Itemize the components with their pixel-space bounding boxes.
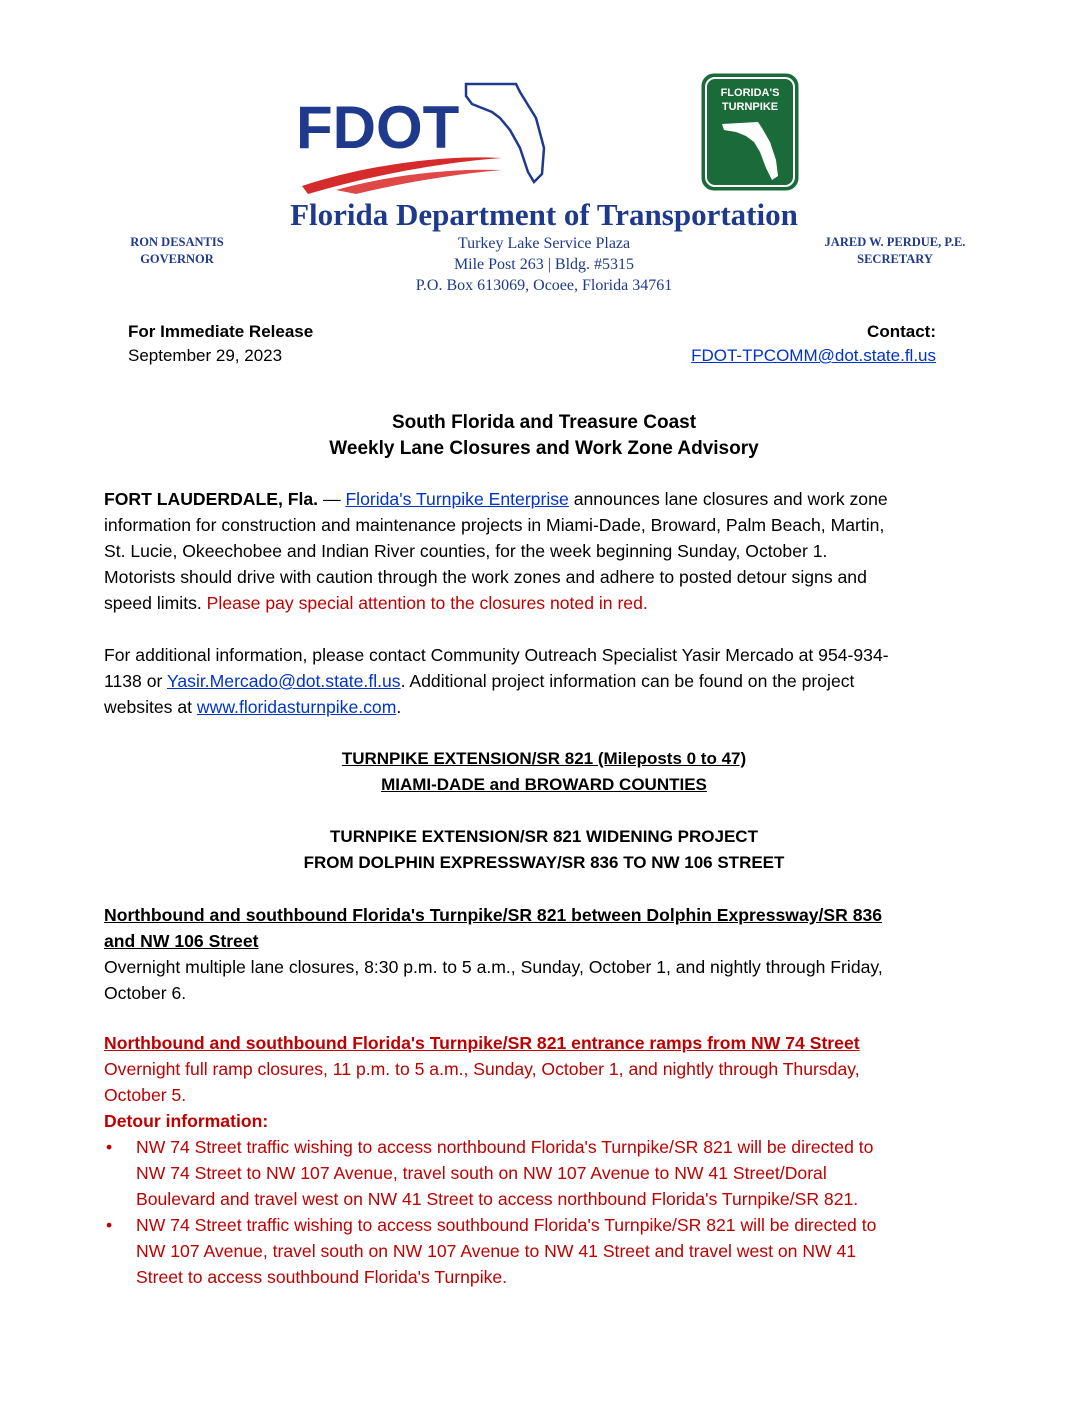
intro-paragraph: [104, 486, 984, 616]
contact-line-3-start: websites at: [104, 697, 197, 717]
governor-block: [112, 234, 242, 268]
contact-line-3-end: .: [396, 697, 402, 717]
dateline-dash: —: [318, 489, 346, 509]
closure-2-text-line-1: Overnight full ramp closures, 11 p.m. to 5 a.m., Sunday, October 1, and nightly through Thursday,: [104, 1059, 860, 1079]
secretary-title: SECRETARY: [857, 252, 933, 266]
detour-2-line-1: NW 74 Street traffic wishing to access southbound Florida's Turnpike/SR 821 will be directed to: [136, 1215, 877, 1235]
turnpike-logo: [700, 72, 800, 192]
section-heading-1: TURNPIKE EXTENSION/SR 821 (Mileposts 0 to 47): [341, 749, 747, 768]
intro-line-4: Motorists should drive with caution through the work zones and adhere to posted detour signs and: [104, 567, 867, 587]
project-heading-2: FROM DOLPHIN EXPRESSWAY/SR 836 TO NW 106 STREET: [303, 853, 785, 872]
release-label: For Immediate Release: [128, 322, 314, 341]
contact-line-2-start: 1138 or: [104, 671, 167, 691]
department-title: Florida Department of Transportation: [290, 197, 798, 232]
contact-line-1: For additional information, please contact Community Outreach Specialist Yasir Mercado at 954-934-: [104, 645, 889, 665]
intro-line-2: information for construction and maintenance projects in Miami-Dade, Broward, Palm Beach, Martin,: [104, 515, 885, 535]
specialist-email-link[interactable]: Yasir.Mercado@dot.state.fl.us: [166, 671, 401, 691]
detour-1-line-1: NW 74 Street traffic wishing to access northbound Florida's Turnpike/SR 821 will be directed to: [136, 1137, 874, 1157]
bullet-icon: •: [106, 1137, 113, 1157]
secretary-block: [800, 234, 990, 268]
intro-line-5: speed limits.: [104, 593, 207, 613]
list-item: [104, 1134, 984, 1212]
list-item: [104, 1212, 984, 1290]
detour-label: Detour information:: [104, 1111, 269, 1131]
contact-line-2-rest: . Additional project information can be found on the project: [400, 671, 855, 691]
detour-list: [104, 1134, 984, 1290]
governor-name: RON DESANTIS: [130, 235, 224, 249]
detour-2-line-2: NW 107 Avenue, travel south on NW 107 Avenue to NW 41 Street and travel west on NW 41: [136, 1241, 857, 1261]
address-line-1: Turkey Lake Service Plaza: [457, 235, 631, 252]
governor-title: GOVERNOR: [140, 252, 214, 266]
bullet-icon: •: [106, 1215, 113, 1235]
address-line-2: Mile Post 263 | Bldg. #5315: [453, 256, 635, 273]
intro-line-3: St. Lucie, Okeechobee and Indian River counties, for the week beginning Sunday, October 1.: [104, 541, 828, 561]
address-line-3: P.O. Box 613069, Ocoee, Florida 34761: [415, 277, 673, 294]
closure-1-heading-line-2: and NW 106 Street: [104, 931, 259, 951]
closure-2-text-line-2: October 5.: [104, 1085, 187, 1105]
closure-1-heading-line-1: Northbound and southbound Florida's Turnpike/SR 821 between Dolphin Expressway/SR 836: [104, 905, 883, 925]
closure-1-text-line-1: Overnight multiple lane closures, 8:30 p.m. to 5 a.m., Sunday, October 1, and nightly through Friday,: [104, 957, 883, 977]
contact-email-link[interactable]: FDOT-TPCOMM@dot.state.fl.us: [691, 346, 936, 365]
closure-1-text-line-2: October 6.: [104, 983, 187, 1003]
detour-1-line-2: NW 74 Street to NW 107 Avenue, travel south on NW 107 Avenue to NW 41 Street/Doral: [136, 1163, 827, 1183]
fdot-logo: [296, 78, 552, 196]
dateline: FORT LAUDERDALE, Fla.: [104, 489, 319, 509]
headline-line-1: South Florida and Treasure Coast: [391, 412, 697, 433]
fdot-logo-text: FDOT: [296, 94, 460, 161]
section-heading-2: MIAMI-DADE and BROWARD COUNTIES: [381, 775, 707, 794]
turnpike-logo-line1: FLORIDA'S: [720, 87, 780, 99]
release-date: September 29, 2023: [128, 346, 283, 365]
intro-line-1: announces lane closures and work zone: [568, 489, 888, 509]
contact-paragraph: [104, 642, 984, 720]
closure-1: [104, 902, 984, 1006]
detour-2-line-3: Street to access southbound Florida's Turnpike.: [136, 1267, 508, 1287]
closure-2-heading: Northbound and southbound Florida's Turnpike/SR 821 entrance ramps from NW 74 Street: [104, 1033, 860, 1053]
project-heading-1: TURNPIKE EXTENSION/SR 821 WIDENING PROJECT: [330, 827, 758, 846]
contact-label: Contact:: [867, 322, 936, 341]
red-notice: Please pay special attention to the closures noted in red.: [206, 593, 648, 613]
closure-2: [104, 1030, 984, 1134]
headline-line-2: Weekly Lane Closures and Work Zone Advisory: [329, 438, 759, 459]
turnpike-logo-line2: TURNPIKE: [721, 101, 779, 113]
detour-1-line-3: Boulevard and travel west on NW 41 Street to access northbound Florida's Turnpike/SR 821.: [136, 1189, 859, 1209]
secretary-name: JARED W. PERDUE, P.E.: [824, 235, 966, 249]
website-link[interactable]: www.floridasturnpike.com: [196, 697, 397, 717]
fte-link[interactable]: Florida's Turnpike Enterprise: [345, 489, 569, 509]
